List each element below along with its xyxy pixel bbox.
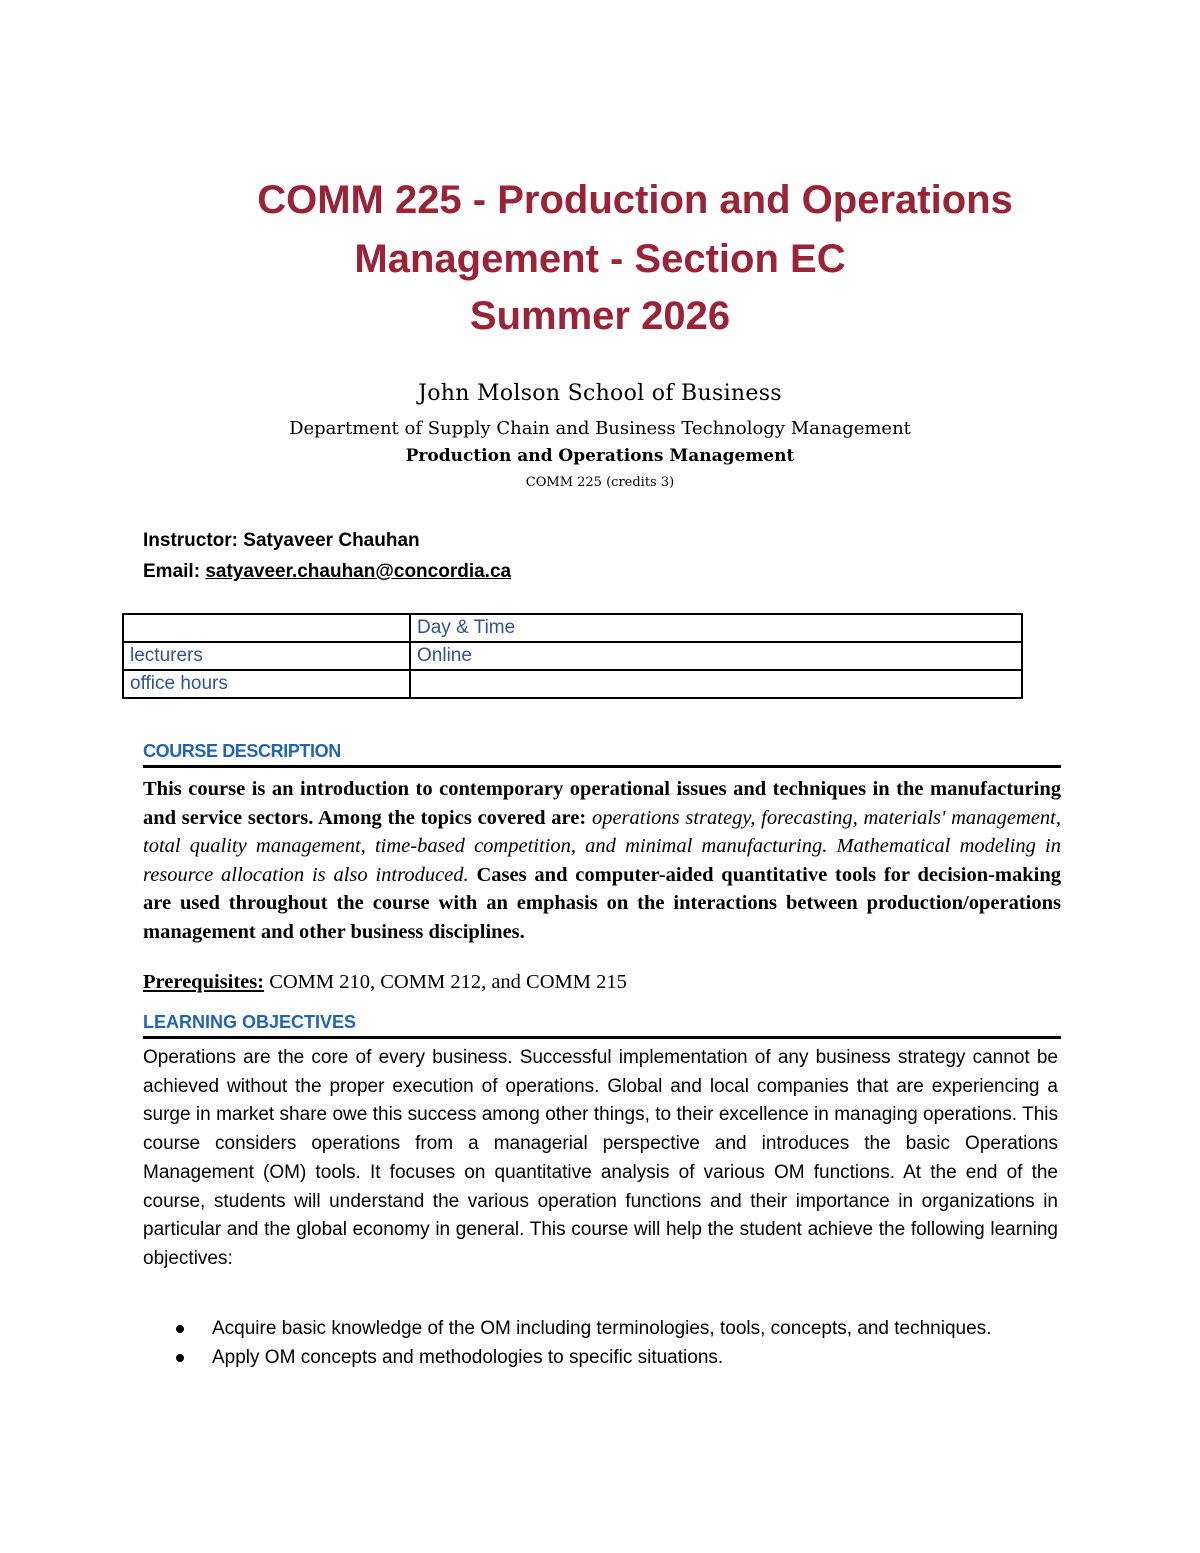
table-row: [123, 670, 1022, 698]
list-item: [143, 1314, 1058, 1343]
email-link[interactable]: satyaveer.chauhan@concordia.ca: [205, 561, 512, 582]
learning-objectives-text: Operations are the core of every business. Successful implementation of any business strategy cannot be achieved without the proper execution of operations. Global and local companies that are experiencing a surge in market share owe this success among other things, to their excellence in managing operations. This course considers operations from a managerial perspective and introduces the basic Operations Management (OM) tools. It focuses on quantitative analysis of various OM functions. At the end of the course, students will understand the various operation functions and their importance in organizations in particular and the global economy in general. This course will help the student achieve the following learning objectives:: [143, 1047, 1058, 1269]
table-cell: [410, 670, 1022, 698]
prerequisites: [143, 968, 627, 996]
description-topics: operations strategy, forecasting, materials' management, total quality management, time-based competition, and minimal manufacturing. Mathematical modeling in resource allocation is also introduced.: [143, 806, 1062, 886]
bullet-icon: [176, 1325, 184, 1333]
instructor-label: Instructor:: [143, 530, 244, 551]
course-description-text: [143, 775, 1061, 947]
description-text-part-2: Cases and computer-aided quantitative tools for decision-making are used throughout the course with an emphasis on the interactions between production/operations management and other business disciplines.: [143, 863, 1062, 943]
list-item-text: Acquire basic knowledge of the OM including terminologies, tools, concepts, and techniques.: [212, 1318, 992, 1339]
list-item: [143, 1343, 1058, 1372]
table-header-cell: Day & Time: [410, 614, 1022, 642]
page-title-line-2: Management - Section EC: [354, 237, 846, 281]
description-text-part-1: This course is an introduction to contemporary operational issues and techniques in the manufacturing and service sectors. Among the topics covered are:: [143, 778, 1061, 829]
list-item-text: Apply OM concepts and methodologies to specific situations.: [212, 1347, 724, 1368]
table-cell: Online: [410, 642, 1022, 670]
course-code: COMM 225 (credits 3): [525, 475, 675, 490]
email-line: [143, 562, 511, 581]
email-label: Email:: [143, 561, 206, 582]
bullet-icon: [176, 1354, 184, 1362]
course-name: Production and Operations Management: [405, 446, 795, 466]
learning-objectives-heading: LEARNING OBJECTIVES: [143, 1013, 1061, 1039]
table-row: [123, 614, 1022, 642]
instructor-line: [143, 531, 420, 550]
objectives-list: [143, 1314, 1058, 1372]
page-title-term: Summer 2026: [469, 294, 731, 338]
prerequisites-list: COMM 210, COMM 212, and COMM 215: [264, 971, 627, 993]
school-name: John Molson School of Business: [418, 381, 782, 406]
prerequisites-label: Prerequisites:: [143, 971, 265, 993]
page-title-line-1: COMM 225 - Production and Operations: [257, 178, 1013, 222]
department-name: Department of Supply Chain and Business Technology Management: [289, 418, 911, 439]
course-description-heading: COURSE DESCRIPTION: [143, 742, 1061, 768]
instructor-name: Satyaveer Chauhan: [243, 530, 420, 551]
schedule-table: [122, 613, 1023, 699]
table-cell: [123, 614, 410, 642]
table-row: [123, 642, 1022, 670]
table-cell: office hours: [123, 670, 410, 698]
table-cell: lecturers: [123, 642, 410, 670]
